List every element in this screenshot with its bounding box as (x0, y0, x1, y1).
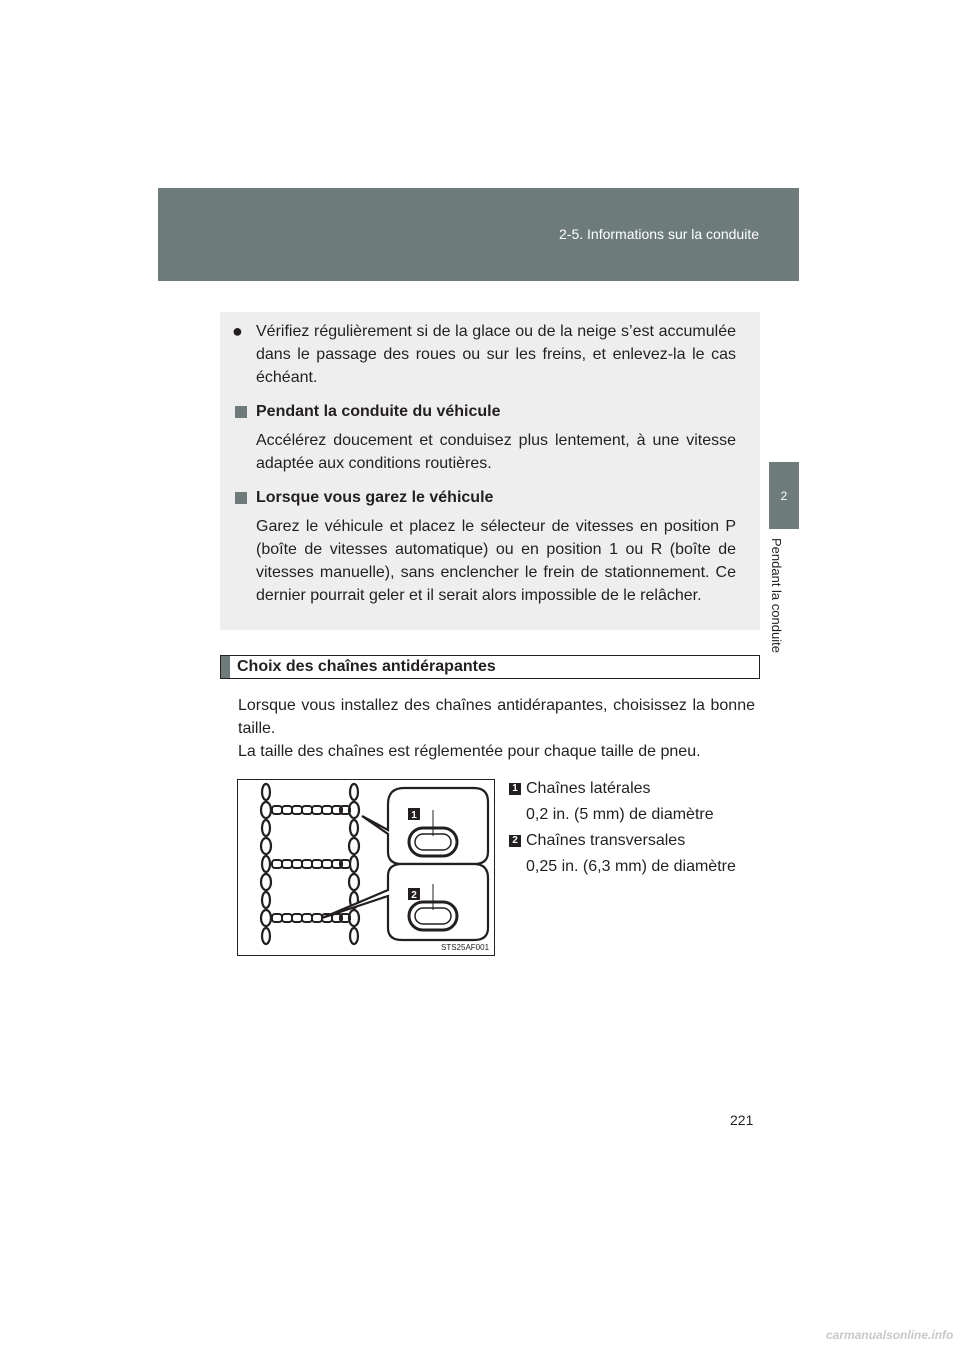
chain-illustration (237, 779, 495, 956)
callout-panel-1 (362, 788, 488, 864)
square-bullet-icon (235, 406, 247, 418)
intro-paragraph: Lorsque vous installez des chaînes antidérapantes, choisissez la bonne taille. (238, 697, 755, 737)
cross-chain (272, 860, 350, 868)
square-bullet-icon (235, 492, 247, 504)
section-title: Choix des chaînes antidérapantes (237, 658, 496, 675)
legend-label: Chaînes transversales (526, 832, 686, 849)
subheading-text: Garez le véhicule et placez le sélecteur de vitesses en position P (boîte de vitesses automatique) ou en position 1 ou R (boîte de vitesses manuelle), sans enclencher le frein de stationnement. Ce dernier pourrait geler et il serait alors impossible de le relâcher. (256, 518, 736, 604)
legend-item (509, 828, 769, 854)
subheading-text: Accélérez doucement et conduisez plus lentement, à une vitesse adaptée aux conditions routières. (256, 432, 736, 472)
cross-chain (272, 806, 350, 814)
section-marker (221, 656, 230, 678)
chain-diagram (238, 780, 494, 955)
cross-chain (272, 914, 350, 922)
page-number: 221 (730, 1112, 754, 1128)
section-intro (238, 694, 755, 763)
legend-item (509, 776, 769, 802)
header-band (158, 188, 799, 281)
bullet-item (232, 320, 736, 389)
figure-callout-1 (408, 808, 420, 821)
information-box (220, 312, 760, 630)
chapter-tab[interactable] (769, 462, 799, 529)
bullet-text: Vérifiez régulièrement si de la glace ou de la neige s’est accumulée dans le passage des roues ou sur les freins, et enlevez-la le cas échéant. (256, 323, 736, 386)
legend-number-badge: 1 (509, 783, 521, 795)
legend-label: Chaînes latérales (526, 780, 651, 797)
chapter-number: 2 (780, 488, 788, 503)
intro-paragraph: La taille des chaînes est réglementée pour chaque taille de pneu. (238, 743, 701, 760)
callout-label-2: 2 (411, 890, 417, 901)
side-chain-left (261, 784, 271, 944)
legend-detail: 0,2 in. (5 mm) de diamètre (526, 806, 714, 823)
watermark: carmanualsonline.info (826, 1328, 954, 1342)
bullet-icon: ● (232, 321, 243, 341)
callout-label-1: 1 (411, 810, 417, 821)
figure-code: STS25AF001 (441, 943, 490, 952)
section-title-bar (220, 655, 760, 679)
section-header-title: 2-5. Informations sur la conduite (559, 226, 759, 242)
callout-panel-2 (322, 864, 488, 940)
subheading: Pendant la conduite du véhicule (256, 401, 736, 423)
legend-detail: 0,25 in. (6,3 mm) de diamètre (526, 858, 736, 875)
figure-callout-2 (408, 888, 420, 901)
figure-legend (509, 776, 769, 880)
legend-number-badge: 2 (509, 835, 521, 847)
chapter-label: Pendant la conduite (769, 538, 784, 653)
subheading: Lorsque vous garez le véhicule (256, 487, 736, 509)
